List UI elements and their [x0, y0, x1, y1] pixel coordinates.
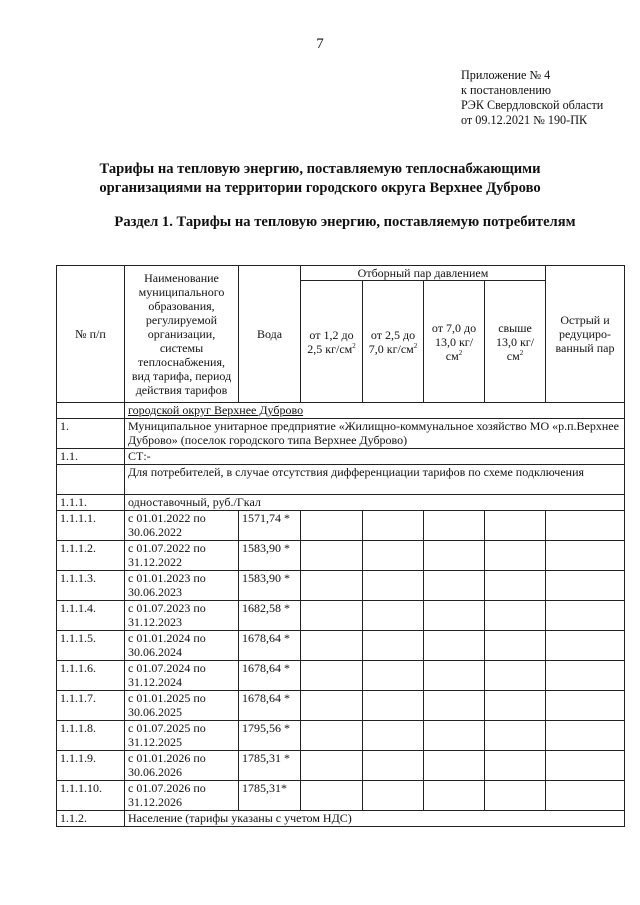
row-period: с 01.07.2024 по 31.12.2024 — [125, 661, 239, 691]
table-row — [57, 601, 625, 631]
table-row — [57, 811, 625, 827]
table-body — [57, 403, 625, 827]
consumers-note: Для потребителей, в случае отсутствия дифференциации тарифов по схеме подключения — [125, 465, 625, 495]
row-num: 1.1.1.2. — [57, 541, 125, 571]
org-name: Муниципальное унитарное предприятие «Жилищно-коммунальное хозяйство МО «р.п.Верхнее Дуброво» (поселок городского типа Верхнее Дуброво) — [125, 419, 625, 449]
row-num: 1.1.1.3. — [57, 571, 125, 601]
table-row — [57, 511, 625, 541]
row-water-tariff: 1678,64 * — [239, 691, 301, 721]
tariff-type-num: 1.1.1. — [57, 495, 125, 511]
row-num: 1.1.1.9. — [57, 751, 125, 781]
table-row — [57, 449, 625, 465]
row-water-tariff: 1678,64 * — [239, 661, 301, 691]
row-water-tariff: 1571,74 * — [239, 511, 301, 541]
row-water-tariff: 1678,64 * — [239, 631, 301, 661]
document-title — [60, 160, 580, 198]
table-row — [57, 751, 625, 781]
row-water-tariff: 1785,31 * — [239, 751, 301, 781]
row-num: 1.1.1.10. — [57, 781, 125, 811]
row-num: 1.1.1.7. — [57, 691, 125, 721]
table-row — [57, 419, 625, 449]
header-steam-2: от 2,5 до 7,0 $кг/см^2$ — [363, 281, 424, 403]
header-steam-3: от 7,0 до 13,0 $кг/см^2$ — [424, 281, 485, 403]
row-num: 1.1.1.4. — [57, 601, 125, 631]
header-sharp-steam: Острый и редуциро-ванный пар — [546, 266, 625, 403]
row-water-tariff: 1583,90 * — [239, 571, 301, 601]
tariff-table — [56, 265, 625, 827]
row-water-tariff: 1795,56 * — [239, 721, 301, 751]
table-row — [57, 691, 625, 721]
section-title: Раздел 1. Тарифы на тепловую энергию, поставляемую потребителям — [114, 214, 576, 230]
row-water-tariff: 1785,31* — [239, 781, 301, 811]
row-period: с 01.07.2022 по 31.12.2022 — [125, 541, 239, 571]
header-water: Вода — [239, 266, 301, 403]
header-name: Наименование муниципального образования, регулируемой организации, системы теплоснабжения, вид тарифа, период действия тарифов — [125, 266, 239, 403]
row-water-tariff: 1583,90 * — [239, 541, 301, 571]
header-num: № п/п — [57, 266, 125, 403]
org-num: 1. — [57, 419, 125, 449]
row-period: с 01.07.2026 по 31.12.2026 — [125, 781, 239, 811]
row-period: с 01.01.2026 по 30.06.2026 — [125, 751, 239, 781]
table-row — [57, 403, 625, 419]
row-period: с 01.07.2023 по 31.12.2023 — [125, 601, 239, 631]
population-num: 1.1.2. — [57, 811, 125, 827]
system-num: 1.1. — [57, 449, 125, 465]
title-line: Тарифы на тепловую энергию, поставляемую теплоснабжающими — [99, 161, 541, 177]
table-row — [57, 661, 625, 691]
row-period: с 01.01.2023 по 30.06.2023 — [125, 571, 239, 601]
table-row — [57, 465, 625, 495]
row-period: с 01.01.2024 по 30.06.2024 — [125, 631, 239, 661]
title-line: организациями на территории городского округа Верхнее Дуброво — [99, 180, 541, 196]
system-name: СТ:- — [125, 449, 625, 465]
appendix-line: Приложение № 4 — [461, 68, 551, 82]
appendix-block — [461, 68, 603, 128]
header-steam-group: Отборный пар давлением — [301, 266, 546, 281]
header-steam-4: свыше 13,0 $кг/см^2$ — [485, 281, 546, 403]
row-water-tariff: 1682,58 * — [239, 601, 301, 631]
row-num: 1.1.1.8. — [57, 721, 125, 751]
appendix-line: к постановлению — [461, 83, 552, 97]
table-row — [57, 631, 625, 661]
appendix-line: РЭК Свердловской области — [461, 98, 604, 112]
row-period: с 01.07.2025 по 31.12.2025 — [125, 721, 239, 751]
table-row — [57, 721, 625, 751]
table-row — [57, 781, 625, 811]
row-num: 1.1.1.6. — [57, 661, 125, 691]
row-num: 1.1.1.1. — [57, 511, 125, 541]
table-row — [57, 541, 625, 571]
page-number: 7 — [316, 36, 324, 52]
row-period: с 01.01.2025 по 30.06.2025 — [125, 691, 239, 721]
population-label: Население (тарифы указаны с учетом НДС) — [125, 811, 625, 827]
row-period: с 01.01.2022 по 30.06.2022 — [125, 511, 239, 541]
header-steam-1: от 1,2 до 2,5 $кг/см^2$ — [301, 281, 363, 403]
row-num: 1.1.1.5. — [57, 631, 125, 661]
tariff-type: одноставочный, руб./Гкал — [125, 495, 625, 511]
table-row — [57, 571, 625, 601]
region-name: городской округ Верхнее Дуброво — [125, 403, 625, 419]
table-row — [57, 495, 625, 511]
appendix-line: от 09.12.2021 № 190-ПК — [461, 113, 588, 127]
